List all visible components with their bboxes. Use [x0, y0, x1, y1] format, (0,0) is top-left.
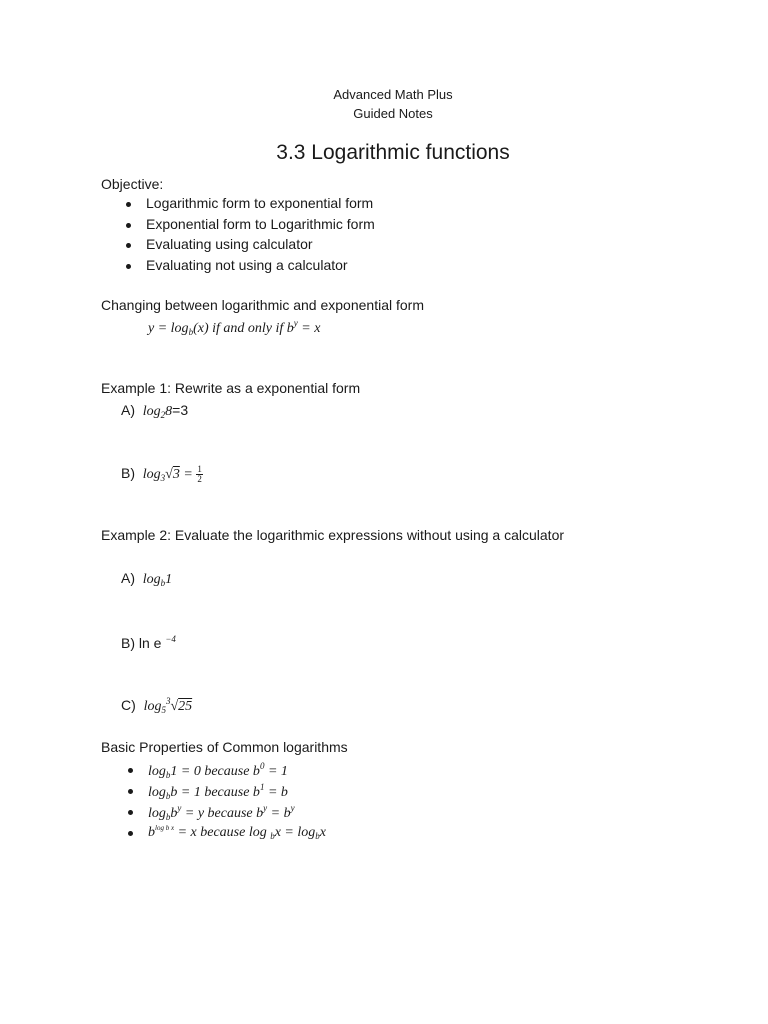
property-item: $b^{log b x} = x$ because $\log _bx = \log_bx$	[148, 824, 326, 841]
document-type: Guided Notes	[353, 106, 433, 121]
course-name: Advanced Math Plus	[333, 87, 453, 102]
example2-part-c: C) $\log_5^3√25$	[121, 696, 193, 715]
objective-heading: Objective:	[101, 176, 164, 192]
property-item: $\log_b1 = 0$ because $b^0 = 1$	[148, 761, 288, 780]
property-item: $\log_bb^y = y$ because $b^y = b^y$	[148, 803, 295, 822]
objective-item: Evaluating not using a calculator	[146, 257, 348, 273]
changing-heading: Changing between logarithmic and exponential form	[101, 297, 424, 313]
objective-item: Logarithmic form to exponential form	[146, 195, 374, 211]
property-item: $\log_bb = 1$ because $b^1 = b$	[148, 782, 288, 801]
definition-formula: $y = \log_b(x)$ if and only if $b^y = x$	[148, 318, 321, 337]
page-title: 3.3 Logarithmic functions	[276, 141, 510, 164]
properties-heading: Basic Properties of Common logarithms	[101, 739, 348, 755]
example1-part-b: B) $\log_3√3$ = $\frac{1}{2}$	[121, 464, 202, 485]
example1-part-a: A) $\log_28=3$	[121, 402, 189, 420]
example1-heading: Example 1: Rewrite as a exponential form	[101, 380, 361, 396]
objective-item: Exponential form to Logarithmic form	[146, 216, 375, 232]
example2-heading: Example 2: Evaluate the logarithmic expressions without using a calculator	[101, 527, 565, 543]
objective-item: Evaluating using calculator	[146, 236, 313, 252]
example2-part-a: A) $\log_b1$	[121, 570, 173, 588]
example2-part-b: B) ln e $^{-4}$	[121, 634, 176, 651]
